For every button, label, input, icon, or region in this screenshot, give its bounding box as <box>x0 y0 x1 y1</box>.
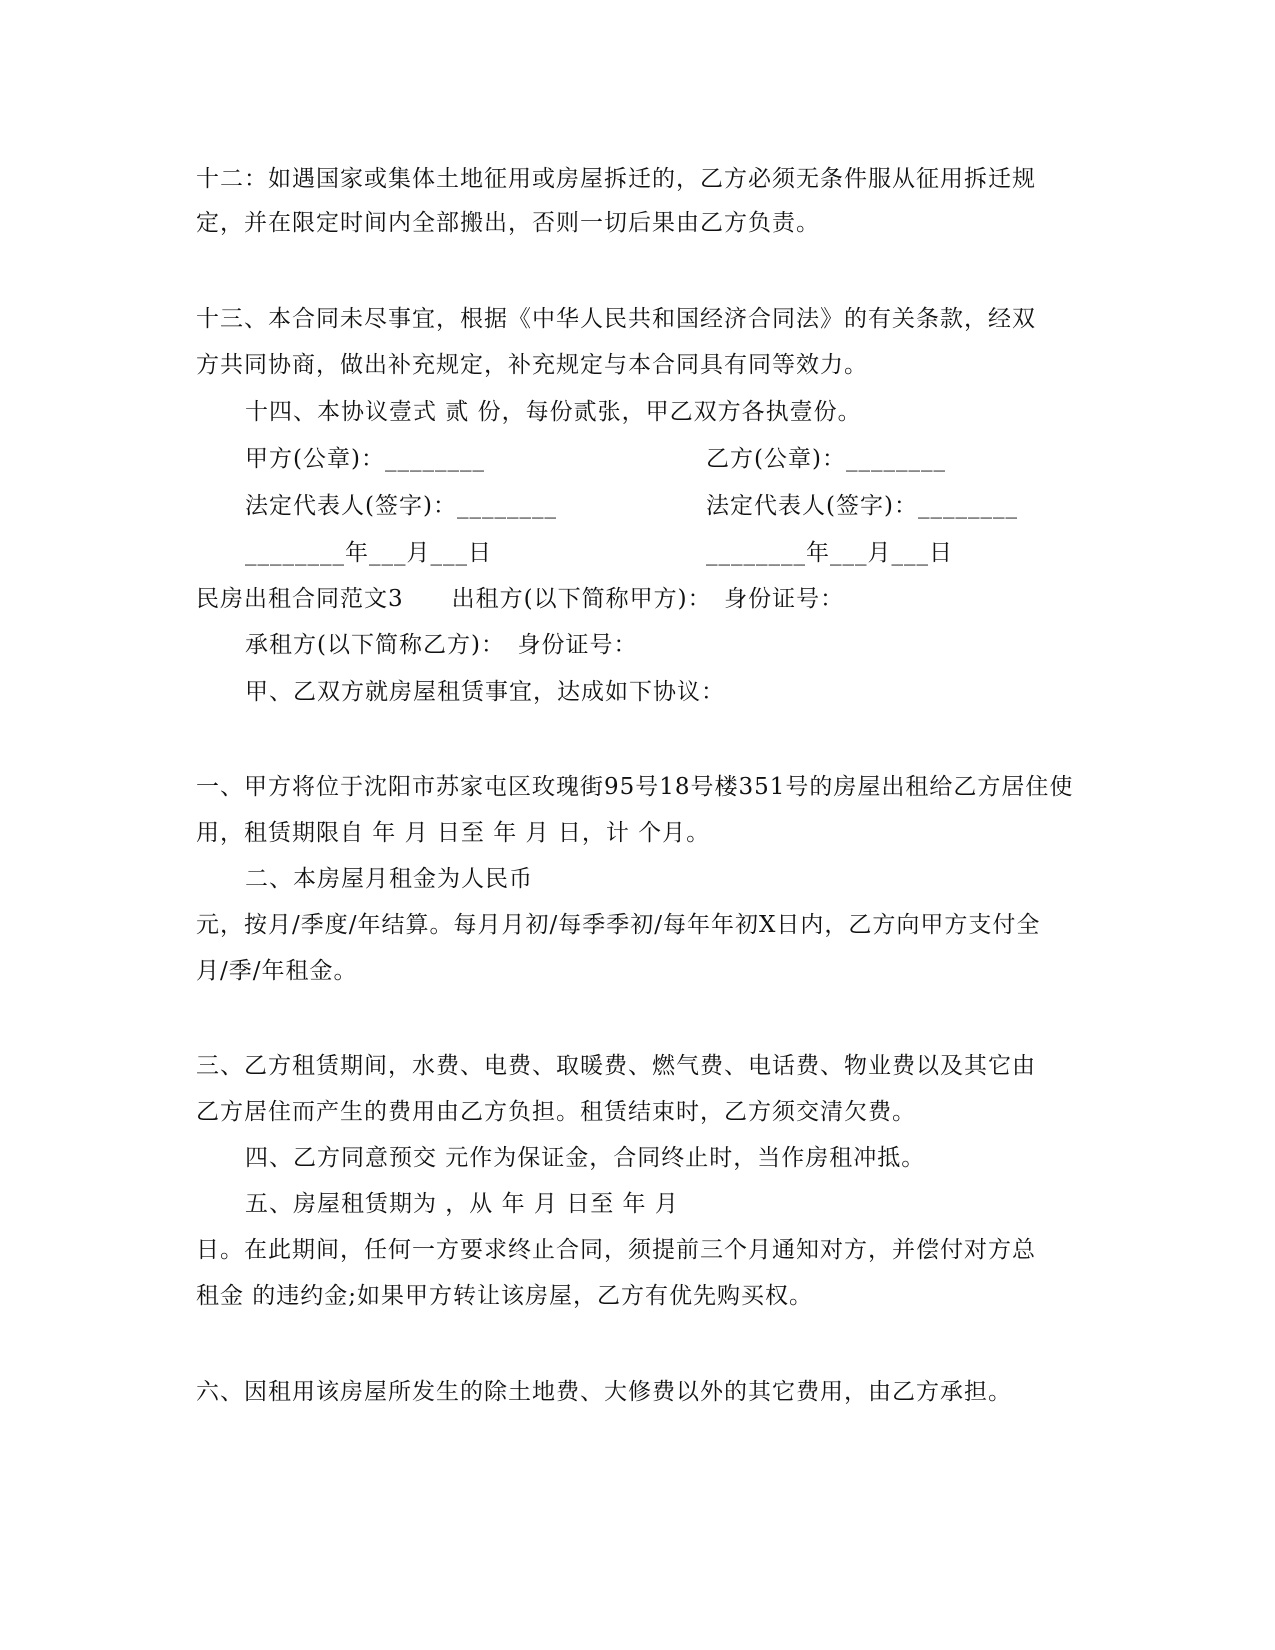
party-b-seal: 乙方(公章)：________ <box>706 446 946 472</box>
clause-12-line-2: 定，并在限定时间内全部搬出，否则一切后果由乙方负责。 <box>196 210 820 236</box>
clause-3-line-1: 三、乙方租赁期间，水费、电费、取暖费、燃气费、电话费、物业费以及其它由 <box>196 1053 1036 1079</box>
clause-4: 四、乙方同意预交 元作为保证金，合同终止时，当作房租冲抵。 <box>245 1145 926 1171</box>
clause-13-line-2: 方共同协商，做出补充规定，补充规定与本合同具有同等效力。 <box>196 352 868 378</box>
clause-2-line-1: 二、本房屋月租金为人民币 <box>245 866 533 892</box>
lessee-line: 承租方(以下简称乙方)： 身份证号： <box>245 632 638 658</box>
agreement-intro: 甲、乙双方就房屋租赁事宜，达成如下协议： <box>245 679 725 705</box>
clause-5-line-3: 租金 的违约金;如果甲方转让该房屋，乙方有优先购买权。 <box>196 1283 814 1309</box>
contract-3-heading: 民房出租合同范文3 出租方(以下简称甲方)： 身份证号： <box>196 586 845 612</box>
party-a-seal: 甲方(公章)：________ <box>245 446 485 472</box>
clause-14: 十四、本协议壹式 贰 份，每份贰张，甲乙双方各执壹份。 <box>245 399 862 425</box>
clause-13-line-1: 十三、本合同未尽事宜，根据《中华人民共和国经济合同法》的有关条款，经双 <box>196 306 1036 332</box>
party-a-representative: 法定代表人(签字)：________ <box>245 493 557 519</box>
clause-12-line-1: 十二：如遇国家或集体土地征用或房屋拆迁的，乙方必须无条件服从征用拆迁规 <box>196 166 1036 192</box>
clause-3-line-2: 乙方居住而产生的费用由乙方负担。租赁结束时，乙方须交清欠费。 <box>196 1099 916 1125</box>
clause-2-line-2: 元，按月/季度/年结算。每月月初/每季季初/每年年初X日内，乙方向甲方支付全 <box>196 912 1041 938</box>
clause-5-line-1: 五、房屋租赁期为 ，从 年 月 日至 年 月 <box>245 1191 679 1217</box>
clause-5-line-2: 日。在此期间，任何一方要求终止合同，须提前三个月通知对方，并偿付对方总 <box>196 1237 1036 1263</box>
clause-6: 六、因租用该房屋所发生的除土地费、大修费以外的其它费用，由乙方承担。 <box>196 1379 1012 1405</box>
clause-1-line-1: 一、甲方将位于沈阳市苏家屯区玫瑰街95号18号楼351号的房屋出租给乙方居住使 <box>196 774 1074 800</box>
party-a-date: ________年___月___日 <box>245 540 492 566</box>
party-b-representative: 法定代表人(签字)：________ <box>706 493 1018 519</box>
clause-1-line-2: 用，租赁期限自 年 月 日至 年 月 日，计 个月。 <box>196 820 711 846</box>
clause-2-line-3: 月/季/年租金。 <box>196 958 358 984</box>
party-b-date: ________年___月___日 <box>706 540 953 566</box>
